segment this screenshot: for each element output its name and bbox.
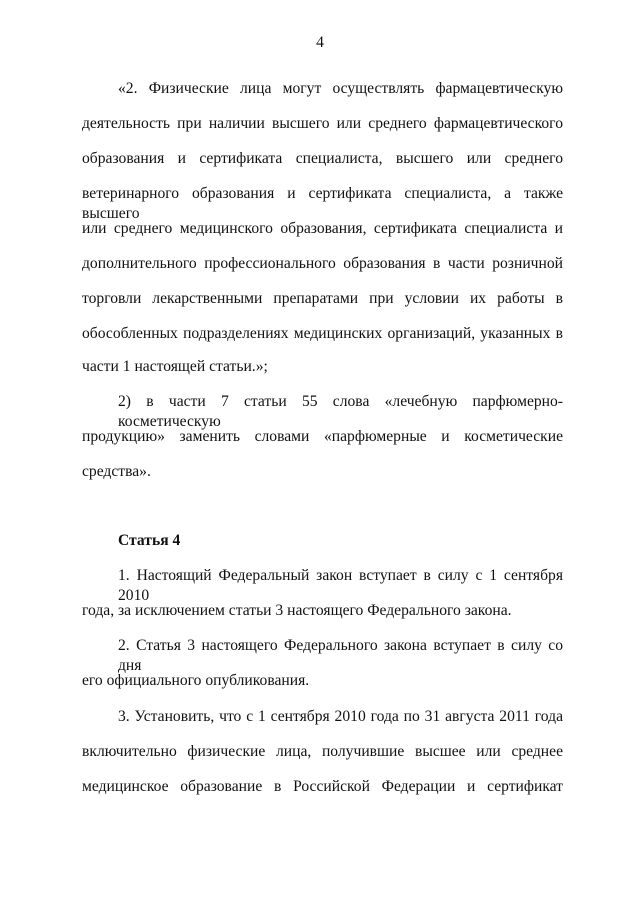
text-line: медицинское образование в Российской Федерации и сертификат	[82, 778, 563, 795]
text-line: или среднего медицинского образования, сертификата специалиста и	[82, 220, 563, 237]
page-number: 4	[316, 34, 324, 51]
text-line: образования и сертификата специалиста, высшего или среднего	[82, 150, 563, 167]
text-line: дополнительного профессионального образования в части розничной	[82, 255, 563, 272]
text-line: 3. Установить, что с 1 сентября 2010 года по 31 августа 2011 года	[118, 708, 563, 725]
text-line: 2. Статья 3 настоящего Федерального закона вступает в силу со дня	[118, 637, 563, 674]
text-line: средства».	[82, 463, 151, 480]
article-heading: Статья 4	[118, 532, 181, 549]
text-line: деятельность при наличии высшего или среднего фармацевтического	[82, 115, 563, 132]
text-line: года, за исключением статьи 3 настоящего Федерального закона.	[82, 602, 512, 619]
text-line: «2. Физические лица могут осуществлять фармацевтическую	[118, 80, 563, 97]
text-line: включительно физические лица, получившие высшее или среднее	[82, 743, 563, 760]
text-line: его официального опубликования.	[82, 672, 310, 689]
text-line: продукцию» заменить словами «парфюмерные и косметические	[82, 428, 563, 445]
text-line: обособленных подразделениях медицинских организаций, указанных в	[82, 325, 563, 342]
text-line: 2) в части 7 статьи 55 слова «лечебную парфюмерно-косметическую	[118, 393, 563, 430]
text-line: части 1 настоящей статьи.»;	[82, 358, 268, 375]
text-line: 1. Настоящий Федеральный закон вступает в силу с 1 сентября 2010	[118, 567, 563, 604]
text-line: торговли лекарственными препаратами при условии их работы в	[82, 290, 563, 307]
text-line: ветеринарного образования и сертификата специалиста, а также высшего	[82, 185, 563, 222]
